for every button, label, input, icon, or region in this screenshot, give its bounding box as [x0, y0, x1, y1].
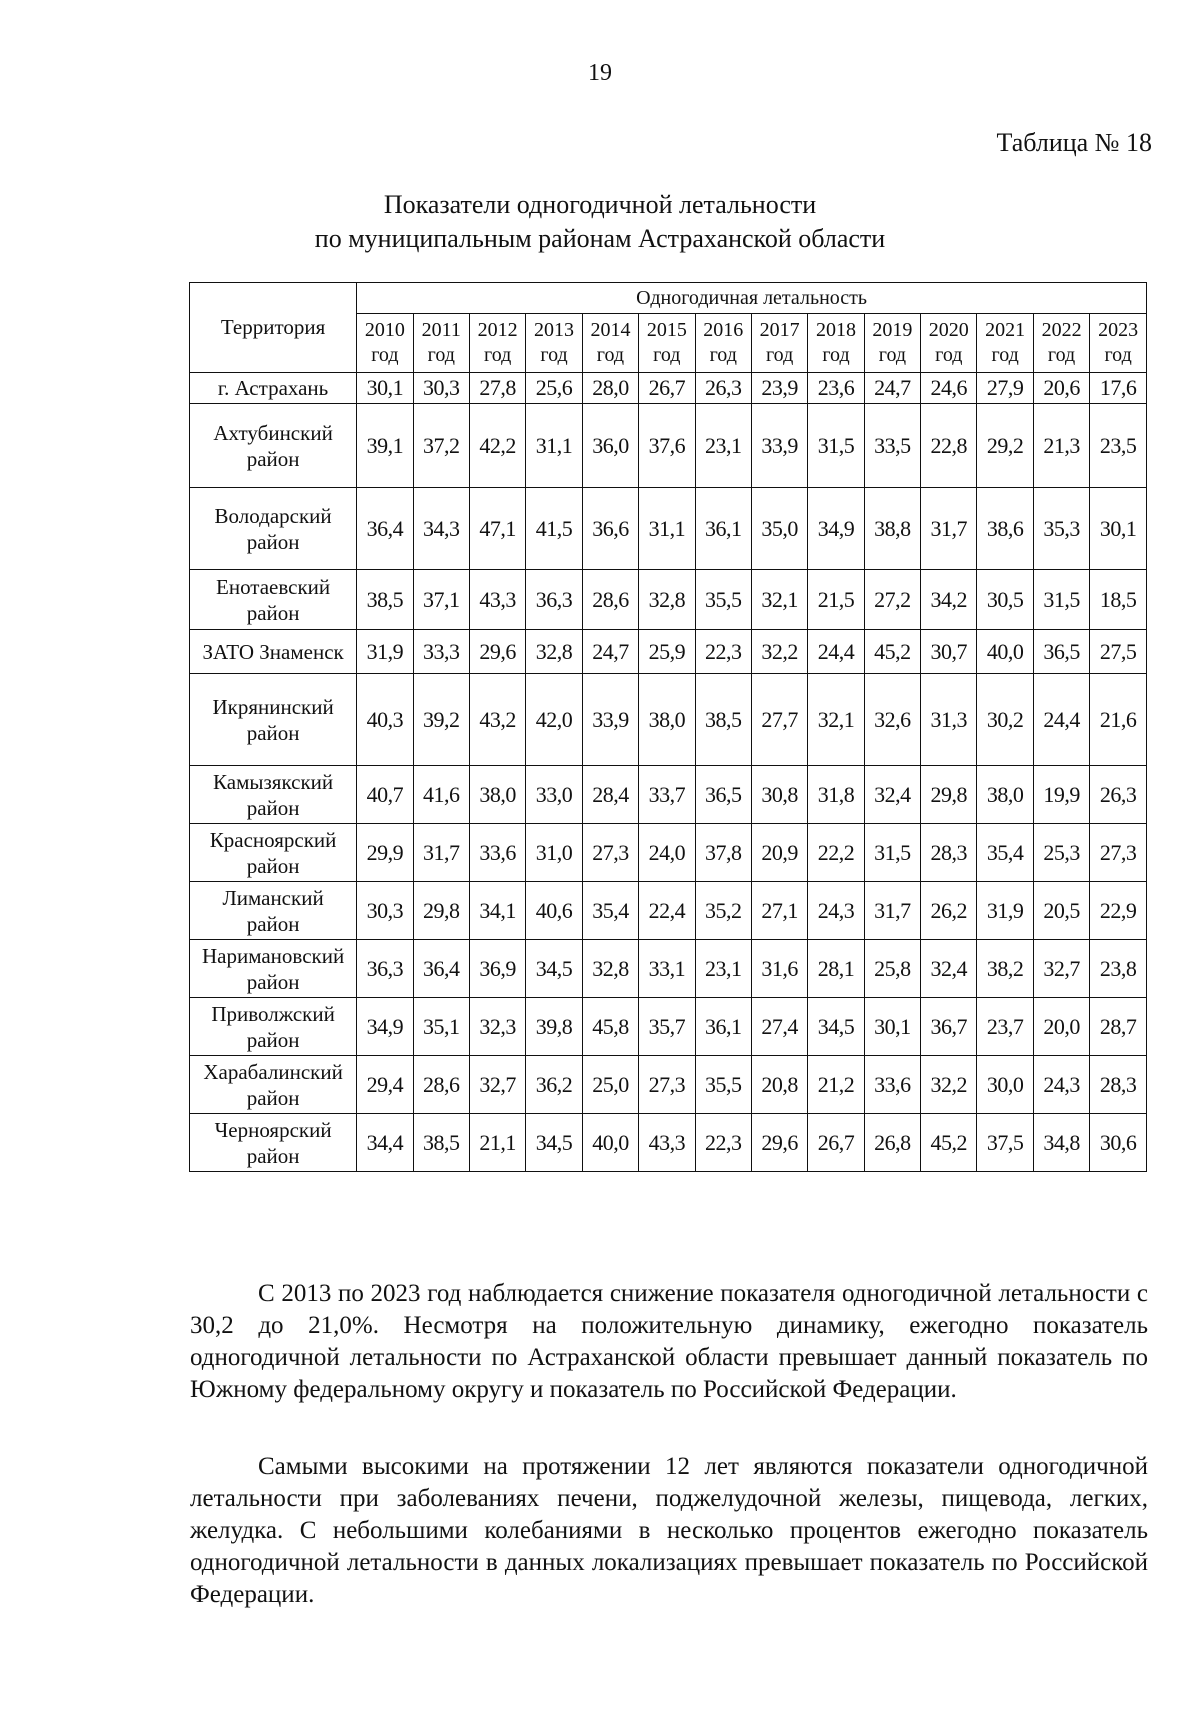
value-cell: 27,5 [1090, 630, 1147, 674]
year-label: 2020 [928, 319, 969, 341]
value-cell: 35,1 [413, 998, 469, 1056]
year-label: 2016 [703, 319, 744, 341]
table-row [190, 824, 1147, 882]
value-cell: 33,9 [582, 674, 638, 766]
value-cell: 29,8 [413, 882, 469, 940]
value-cell: 38,5 [357, 570, 413, 630]
value-cell: 28,0 [582, 373, 638, 404]
value-cell: 45,2 [921, 1114, 977, 1172]
value-cell: 19,9 [1033, 766, 1089, 824]
year-header-2012 [469, 314, 525, 373]
year-suffix: год [540, 344, 568, 366]
value-cell: 28,6 [413, 1056, 469, 1114]
table-row [190, 1056, 1147, 1114]
year-header-2015 [639, 314, 695, 373]
territory-name-line: район [246, 911, 300, 936]
value-cell: 41,5 [526, 488, 582, 570]
year-label: 2010 [364, 319, 405, 341]
paragraph-1: С 2013 по 2023 год наблюдается снижение показателя одногодичной летальности с 30,2 до 21,0%. Несмотря на положительную динамику, ежегодно показатель одногодичной летальности по Астраханской области превышает данный показатель по Южному федеральному округу и показатель по Российской Федерации. [190, 1280, 1148, 1403]
year-suffix: год [596, 344, 625, 366]
year-label: 2014 [590, 319, 631, 341]
value-cell: 36,0 [582, 404, 638, 488]
value-cell: 27,4 [751, 998, 807, 1056]
value-cell: 36,5 [695, 766, 751, 824]
value-cell: 28,4 [582, 766, 638, 824]
value-cell: 29,4 [357, 1056, 413, 1114]
value-cell: 30,8 [751, 766, 807, 824]
value-cell: 43,3 [469, 570, 525, 630]
value-cell: 29,8 [921, 766, 977, 824]
territory-name-line: район [246, 969, 300, 994]
table-title [0, 188, 1200, 256]
territory-name-line: район [246, 1143, 300, 1168]
value-cell: 47,1 [469, 488, 525, 570]
value-cell: 18,5 [1090, 570, 1147, 630]
value-cell: 32,8 [582, 940, 638, 998]
value-cell: 22,8 [921, 404, 977, 488]
territory-name-line: район [246, 529, 300, 554]
value-cell: 32,8 [639, 570, 695, 630]
value-cell: 34,4 [357, 1114, 413, 1172]
value-cell: 35,7 [639, 998, 695, 1056]
value-cell: 27,3 [639, 1056, 695, 1114]
value-cell: 35,5 [695, 570, 751, 630]
value-cell: 35,0 [751, 488, 807, 570]
value-cell: 37,6 [639, 404, 695, 488]
value-cell: 22,9 [1090, 882, 1147, 940]
territory-name-cell [190, 1114, 357, 1172]
value-cell: 30,7 [921, 630, 977, 674]
territory-name-line: район [246, 446, 300, 471]
year-suffix: год [878, 344, 907, 366]
value-cell: 23,8 [1090, 940, 1147, 998]
territory-name-line: район [246, 720, 300, 745]
table-title-line-1: Показатели одногодичной летальности [383, 190, 817, 219]
value-cell: 27,2 [864, 570, 920, 630]
value-cell: 36,4 [413, 940, 469, 998]
value-cell: 33,9 [751, 404, 807, 488]
value-cell: 31,7 [921, 488, 977, 570]
value-cell: 31,1 [639, 488, 695, 570]
value-cell: 27,3 [1090, 824, 1147, 882]
year-suffix: год [371, 344, 399, 366]
year-header-2019 [864, 314, 920, 373]
value-cell: 25,0 [582, 1056, 638, 1114]
value-cell: 35,4 [582, 882, 638, 940]
territory-name-cell [190, 674, 357, 766]
value-cell: 42,2 [469, 404, 525, 488]
value-cell: 30,2 [977, 674, 1033, 766]
value-cell: 36,6 [582, 488, 638, 570]
value-cell: 40,7 [357, 766, 413, 824]
table-row [190, 570, 1147, 630]
value-cell: 40,0 [977, 630, 1033, 674]
value-cell: 45,8 [582, 998, 638, 1056]
year-suffix: год [822, 344, 850, 366]
value-cell: 26,3 [1090, 766, 1147, 824]
value-cell: 25,9 [639, 630, 695, 674]
table-row [190, 630, 1147, 674]
table-row [190, 882, 1147, 940]
year-header-2016 [695, 314, 751, 373]
value-cell: 29,9 [357, 824, 413, 882]
group-header: Одногодичная летальность [357, 283, 1147, 314]
territory-name-line: Енотаевский [216, 574, 331, 599]
value-cell: 27,9 [977, 373, 1033, 404]
year-label: 2011 [421, 319, 461, 341]
value-cell: 22,4 [639, 882, 695, 940]
value-cell: 33,0 [526, 766, 582, 824]
value-cell: 23,1 [695, 940, 751, 998]
table-title-line-2: по муниципальным районам Астраханской области [314, 224, 886, 253]
value-cell: 31,8 [808, 766, 864, 824]
table-label: Таблица № 18 [996, 128, 1152, 157]
value-cell: 35,5 [695, 1056, 751, 1114]
value-cell: 37,5 [977, 1114, 1033, 1172]
value-cell: 38,5 [695, 674, 751, 766]
territory-name-line: Ахтубинский [213, 420, 333, 445]
value-cell: 36,9 [469, 940, 525, 998]
value-cell: 31,6 [751, 940, 807, 998]
value-cell: 33,7 [639, 766, 695, 824]
value-cell: 41,6 [413, 766, 469, 824]
value-cell: 21,5 [808, 570, 864, 630]
value-cell: 33,3 [413, 630, 469, 674]
value-cell: 34,2 [921, 570, 977, 630]
year-header-2023 [1090, 314, 1147, 373]
year-label: 2015 [646, 319, 687, 341]
value-cell: 38,0 [639, 674, 695, 766]
value-cell: 40,0 [582, 1114, 638, 1172]
value-cell: 21,6 [1090, 674, 1147, 766]
value-cell: 31,3 [921, 674, 977, 766]
territory-name-line: Икрянинский [212, 694, 334, 719]
year-label: 2019 [872, 319, 913, 341]
table-row [190, 674, 1147, 766]
territory-name-line: район [246, 1085, 300, 1110]
territory-name-line: район [246, 795, 300, 820]
year-header-2021 [977, 314, 1033, 373]
territory-name-line: Харабалинский [203, 1059, 343, 1084]
value-cell: 21,1 [469, 1114, 525, 1172]
value-cell: 29,6 [469, 630, 525, 674]
value-cell: 28,3 [1090, 1056, 1147, 1114]
year-header-2018 [808, 314, 864, 373]
value-cell: 39,2 [413, 674, 469, 766]
table-row [190, 488, 1147, 570]
value-cell: 31,5 [864, 824, 920, 882]
value-cell: 35,4 [977, 824, 1033, 882]
territory-name-line: район [246, 600, 300, 625]
value-cell: 24,3 [808, 882, 864, 940]
value-cell: 32,7 [469, 1056, 525, 1114]
value-cell: 35,3 [1033, 488, 1089, 570]
value-cell: 27,3 [582, 824, 638, 882]
value-cell: 31,9 [977, 882, 1033, 940]
value-cell: 26,7 [808, 1114, 864, 1172]
value-cell: 21,2 [808, 1056, 864, 1114]
value-cell: 26,7 [639, 373, 695, 404]
value-cell: 25,8 [864, 940, 920, 998]
value-cell: 20,0 [1033, 998, 1089, 1056]
value-cell: 43,2 [469, 674, 525, 766]
value-cell: 25,3 [1033, 824, 1089, 882]
territory-name-cell [190, 882, 357, 940]
value-cell: 24,3 [1033, 1056, 1089, 1114]
value-cell: 24,6 [921, 373, 977, 404]
territory-name-line: Красноярский [209, 827, 337, 852]
table-body [190, 373, 1147, 1172]
territory-name-line: район [246, 1027, 300, 1052]
value-cell: 31,5 [1033, 570, 1089, 630]
lethality-table-container [189, 282, 1147, 1172]
territory-name-cell [190, 570, 357, 630]
territory-name-line: г. Астрахань [217, 376, 329, 400]
value-cell: 36,3 [357, 940, 413, 998]
year-header-2022 [1033, 314, 1089, 373]
territory-name-cell [190, 766, 357, 824]
value-cell: 28,3 [921, 824, 977, 882]
value-cell: 37,1 [413, 570, 469, 630]
value-cell: 28,7 [1090, 998, 1147, 1056]
value-cell: 20,6 [1033, 373, 1089, 404]
territory-name-cell [190, 1056, 357, 1114]
value-cell: 40,6 [526, 882, 582, 940]
value-cell: 36,3 [526, 570, 582, 630]
year-header-2013 [526, 314, 582, 373]
value-cell: 20,8 [751, 1056, 807, 1114]
year-label: 2023 [1098, 319, 1139, 341]
year-suffix: год [991, 344, 1019, 366]
value-cell: 30,3 [413, 373, 469, 404]
value-cell: 31,9 [357, 630, 413, 674]
value-cell: 34,5 [526, 940, 582, 998]
value-cell: 34,9 [357, 998, 413, 1056]
territory-header: Территория [190, 283, 357, 373]
value-cell: 24,0 [639, 824, 695, 882]
territory-name-cell [190, 998, 357, 1056]
value-cell: 33,6 [864, 1056, 920, 1114]
value-cell: 30,6 [1090, 1114, 1147, 1172]
value-cell: 36,1 [695, 998, 751, 1056]
value-cell: 36,5 [1033, 630, 1089, 674]
territory-name-line: Приволжский [211, 1001, 335, 1026]
table-row [190, 766, 1147, 824]
value-cell: 35,2 [695, 882, 751, 940]
value-cell: 37,2 [413, 404, 469, 488]
value-cell: 32,2 [751, 630, 807, 674]
value-cell: 24,4 [1033, 674, 1089, 766]
value-cell: 32,4 [864, 766, 920, 824]
value-cell: 30,1 [1090, 488, 1147, 570]
value-cell: 23,1 [695, 404, 751, 488]
value-cell: 22,3 [695, 630, 751, 674]
year-label: 2013 [534, 319, 575, 341]
value-cell: 45,2 [864, 630, 920, 674]
value-cell: 32,1 [808, 674, 864, 766]
value-cell: 39,1 [357, 404, 413, 488]
year-header-2014 [582, 314, 638, 373]
value-cell: 24,4 [808, 630, 864, 674]
value-cell: 36,2 [526, 1056, 582, 1114]
year-suffix: год [1104, 344, 1132, 366]
year-label: 2018 [816, 319, 856, 341]
value-cell: 28,6 [582, 570, 638, 630]
year-label: 2022 [1041, 319, 1082, 341]
value-cell: 34,1 [469, 882, 525, 940]
table-row [190, 373, 1147, 404]
value-cell: 40,3 [357, 674, 413, 766]
value-cell: 32,7 [1033, 940, 1089, 998]
table-row [190, 940, 1147, 998]
year-label: 2012 [477, 319, 518, 341]
year-suffix: год [935, 344, 963, 366]
value-cell: 38,5 [413, 1114, 469, 1172]
value-cell: 37,8 [695, 824, 751, 882]
value-cell: 32,3 [469, 998, 525, 1056]
value-cell: 23,5 [1090, 404, 1147, 488]
value-cell: 21,3 [1033, 404, 1089, 488]
year-suffix: год [653, 344, 681, 366]
paragraph-2: Самыми высокими на протяжении 12 лет являются показатели одногодичной летальности при заболеваниях печени, поджелудочной железы, пищевода, легких, желудка. С небольшими колебаниями в несколько процентов ежегодно показатель одногодичной летальности в данных локализациях превышает показатель по Российской Федерации. [190, 1453, 1148, 1608]
territory-name-line: район [246, 853, 300, 878]
value-cell: 28,1 [808, 940, 864, 998]
value-cell: 22,3 [695, 1114, 751, 1172]
value-cell: 20,9 [751, 824, 807, 882]
table-row [190, 404, 1147, 488]
year-suffix: год [484, 344, 512, 366]
value-cell: 36,7 [921, 998, 977, 1056]
value-cell: 30,1 [357, 373, 413, 404]
value-cell: 34,3 [413, 488, 469, 570]
value-cell: 24,7 [864, 373, 920, 404]
value-cell: 43,3 [639, 1114, 695, 1172]
territory-name-line: Лиманский [222, 885, 324, 910]
value-cell: 31,7 [413, 824, 469, 882]
territory-name-line: Володарский [214, 503, 332, 528]
value-cell: 42,0 [526, 674, 582, 766]
value-cell: 38,2 [977, 940, 1033, 998]
value-cell: 38,0 [977, 766, 1033, 824]
territory-name-cell [190, 373, 357, 404]
value-cell: 20,5 [1033, 882, 1089, 940]
territory-name-cell [190, 404, 357, 488]
year-header-2010 [357, 314, 413, 373]
value-cell: 31,0 [526, 824, 582, 882]
value-cell: 17,6 [1090, 373, 1147, 404]
territory-name-line: Черноярский [214, 1117, 332, 1142]
value-cell: 23,6 [808, 373, 864, 404]
value-cell: 26,8 [864, 1114, 920, 1172]
year-header-2011 [413, 314, 469, 373]
year-suffix: год [765, 344, 794, 366]
table-header-row-group [190, 283, 1147, 314]
value-cell: 32,2 [921, 1056, 977, 1114]
year-suffix: год [427, 344, 455, 366]
value-cell: 32,1 [751, 570, 807, 630]
value-cell: 23,9 [751, 373, 807, 404]
year-label: 2017 [759, 319, 800, 341]
value-cell: 29,2 [977, 404, 1033, 488]
territory-name-cell [190, 940, 357, 998]
value-cell: 22,2 [808, 824, 864, 882]
value-cell: 30,0 [977, 1056, 1033, 1114]
year-label: 2021 [985, 319, 1026, 341]
year-header-2017 [751, 314, 807, 373]
year-suffix: год [709, 344, 737, 366]
value-cell: 36,4 [357, 488, 413, 570]
territory-name-line: Камызякский [213, 769, 334, 794]
value-cell: 34,8 [1033, 1114, 1089, 1172]
lethality-table [189, 282, 1147, 1172]
value-cell: 38,0 [469, 766, 525, 824]
value-cell: 30,3 [357, 882, 413, 940]
value-cell: 29,6 [751, 1114, 807, 1172]
value-cell: 39,8 [526, 998, 582, 1056]
value-cell: 27,7 [751, 674, 807, 766]
year-header-2020 [921, 314, 977, 373]
value-cell: 26,2 [921, 882, 977, 940]
value-cell: 32,4 [921, 940, 977, 998]
value-cell: 38,8 [864, 488, 920, 570]
page-number: 19 [588, 60, 612, 86]
value-cell: 34,5 [526, 1114, 582, 1172]
value-cell: 30,1 [864, 998, 920, 1056]
value-cell: 36,1 [695, 488, 751, 570]
territory-name-cell [190, 630, 357, 674]
value-cell: 32,8 [526, 630, 582, 674]
table-row [190, 998, 1147, 1056]
year-suffix: год [1047, 344, 1076, 366]
value-cell: 34,5 [808, 998, 864, 1056]
value-cell: 33,1 [639, 940, 695, 998]
territory-name-line: ЗАТО Знаменск [202, 639, 344, 664]
value-cell: 31,1 [526, 404, 582, 488]
value-cell: 33,5 [864, 404, 920, 488]
territory-name-cell [190, 488, 357, 570]
value-cell: 31,7 [864, 882, 920, 940]
value-cell: 33,6 [469, 824, 525, 882]
value-cell: 34,9 [808, 488, 864, 570]
value-cell: 24,7 [582, 630, 638, 674]
value-cell: 23,7 [977, 998, 1033, 1056]
table-row [190, 1114, 1147, 1172]
value-cell: 31,5 [808, 404, 864, 488]
value-cell: 38,6 [977, 488, 1033, 570]
value-cell: 27,8 [469, 373, 525, 404]
value-cell: 32,6 [864, 674, 920, 766]
value-cell: 27,1 [751, 882, 807, 940]
value-cell: 30,5 [977, 570, 1033, 630]
value-cell: 25,6 [526, 373, 582, 404]
value-cell: 26,3 [695, 373, 751, 404]
territory-name-cell [190, 824, 357, 882]
territory-name-line: Наримановский [201, 943, 345, 968]
